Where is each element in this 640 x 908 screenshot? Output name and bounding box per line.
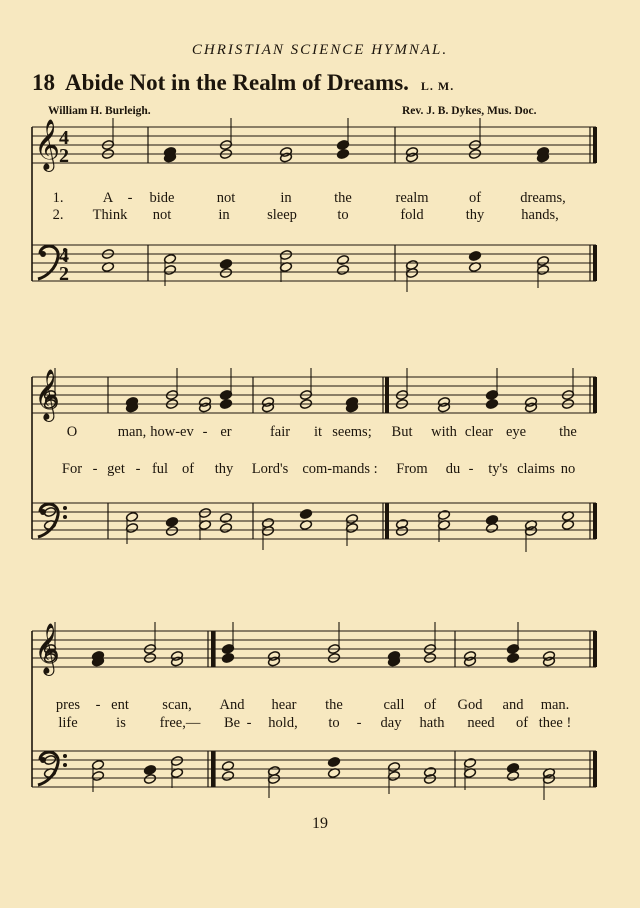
notehead [219, 259, 232, 270]
lyric-syllable: in [218, 207, 230, 223]
composer-credit: Rev. J. B. Dykes, Mus. Doc. [402, 105, 537, 117]
notehead [219, 523, 232, 534]
lyric-syllable: A [102, 190, 114, 206]
lyric-syllable: thee ! [538, 715, 572, 731]
lyric-syllable: get [107, 461, 125, 477]
running-header: CHRISTIAN SCIENCE HYMNAL. [191, 42, 449, 58]
notehead [165, 517, 178, 528]
lyric-syllable: - [202, 424, 208, 440]
lyric-syllable: 1. [52, 190, 64, 206]
notehead [327, 757, 340, 768]
lyric-syllable: the [559, 424, 577, 440]
lyric-syllable: God [457, 697, 483, 713]
time-signature-lower: 2 [59, 263, 69, 285]
lyric-syllable: in [280, 190, 292, 206]
treble-clef-icon: 𝄞 [34, 369, 61, 420]
lyric-line-system-3-verse2 [0, 715, 640, 731]
lyric-syllable: of [181, 461, 195, 477]
notehead [143, 765, 156, 776]
notehead [468, 251, 481, 262]
lyric-syllable: ful [151, 461, 169, 477]
notehead [221, 761, 234, 772]
lyric-syllable: not [152, 207, 172, 223]
lyric-syllable: eye [505, 424, 527, 440]
lyric-syllable: clear [464, 424, 494, 440]
notehead [506, 771, 519, 782]
lyric-syllable: - [127, 190, 133, 206]
notehead [506, 653, 519, 664]
bass-clef-icon [40, 251, 46, 257]
notehead [219, 268, 232, 279]
lyric-syllable: - [246, 715, 252, 731]
lyric-syllable: scan, [162, 697, 192, 713]
lyric-syllable: day [380, 715, 402, 731]
author-credit: William H. Burleigh. [48, 105, 151, 117]
lyric-syllable: call [383, 697, 405, 713]
bass-clef-icon [63, 506, 67, 510]
notehead [336, 149, 349, 160]
notehead [219, 513, 232, 524]
lyric-syllable: life [58, 715, 78, 731]
lyric-syllable: thy [465, 207, 485, 223]
lyric-syllable: bide [149, 190, 175, 206]
lyric-syllable: need [467, 715, 495, 731]
lyric-syllable: hold, [268, 715, 298, 731]
lyric-syllable: fold [400, 207, 424, 223]
lyric-syllable: 2. [52, 207, 64, 223]
lyric-syllable: it [313, 424, 323, 440]
lyric-syllable: But [391, 424, 413, 440]
lyric-syllable: of [515, 715, 529, 731]
bass-clef-icon [63, 754, 67, 758]
treble-clef-icon: 𝄞 [34, 119, 61, 170]
bass-clef-icon [63, 515, 67, 519]
lyric-syllable: O [66, 424, 78, 440]
lyric-syllable: no [560, 461, 576, 477]
lyric-syllable: the [325, 697, 343, 713]
lyric-syllable: claims [517, 461, 555, 477]
lyric-line-system-1-verse2 [0, 207, 640, 223]
lyric-syllable: hear [271, 697, 297, 713]
notehead [143, 774, 156, 785]
time-signature-lower: 2 [59, 145, 69, 167]
notehead [219, 399, 232, 410]
lyric-line-system-1-verse1 [0, 190, 640, 206]
lyric-syllable: thy [214, 461, 234, 477]
lyric-syllable: dreams, [520, 190, 566, 206]
lyric-syllable: Lord's [251, 461, 289, 477]
notehead [485, 399, 498, 410]
lyric-syllable: the [334, 190, 352, 206]
lyric-syllable: realm [395, 190, 429, 206]
bass-clef-icon [63, 763, 67, 767]
notehead [336, 255, 349, 266]
lyric-syllable: free,— [159, 715, 201, 731]
lyric-syllable: - [95, 697, 101, 713]
lyric-syllable: ent [111, 697, 129, 713]
lyric-syllable: Think [92, 207, 128, 223]
lyric-syllable: sleep [267, 207, 297, 223]
lyric-syllable: is [116, 715, 126, 731]
notehead [336, 265, 349, 276]
notehead [221, 653, 234, 664]
page-number: 19 [312, 815, 328, 832]
lyric-syllable: of [423, 697, 437, 713]
lyric-syllable: hath [419, 715, 445, 731]
lyric-syllable: From [396, 461, 428, 477]
notehead [299, 509, 312, 520]
lyric-syllable: - [135, 461, 141, 477]
lyric-syllable: For [61, 461, 83, 477]
lyric-syllable: er [220, 424, 232, 440]
lyric-syllable: seems; [332, 424, 372, 440]
lyric-syllable: hands, [521, 207, 559, 223]
lyric-syllable: to [337, 207, 349, 223]
lyric-syllable: fair [269, 424, 291, 440]
lyric-syllable: of [468, 190, 482, 206]
lyric-syllable: ty's [488, 461, 508, 477]
hymn-meter: L. M. [420, 79, 455, 93]
lyric-syllable: with [431, 424, 457, 440]
lyric-syllable: not [216, 190, 236, 206]
lyric-syllable: how-ev [150, 424, 194, 440]
hymn-title: Abide Not in the Realm of Dreams. [65, 70, 409, 95]
lyric-line-system-2-verse1 [0, 424, 640, 440]
time-signature-upper: 4 [59, 127, 69, 149]
lyric-line-system-3-verse1 [0, 697, 640, 713]
lyric-syllable: man. [540, 697, 570, 713]
notehead [485, 523, 498, 534]
treble-clef-icon: 𝄞 [34, 623, 61, 674]
lyric-syllable: com-mands : [302, 461, 378, 477]
lyric-syllable: - [92, 461, 98, 477]
lyric-syllable: pres [55, 697, 81, 713]
lyric-syllable: - [356, 715, 362, 731]
lyric-syllable: du [445, 461, 461, 477]
lyric-syllable: man, [117, 424, 147, 440]
lyric-syllable: And [219, 697, 245, 713]
hymn-number: 18 [32, 70, 55, 95]
lyric-syllable: - [468, 461, 474, 477]
notehead [165, 526, 178, 537]
lyric-syllable: and [502, 697, 524, 713]
lyric-syllable: Be [223, 715, 241, 731]
lyric-syllable: to [328, 715, 340, 731]
notehead [221, 771, 234, 782]
lyric-line-system-2-verse2 [0, 461, 640, 477]
time-signature-upper: 4 [59, 245, 69, 267]
